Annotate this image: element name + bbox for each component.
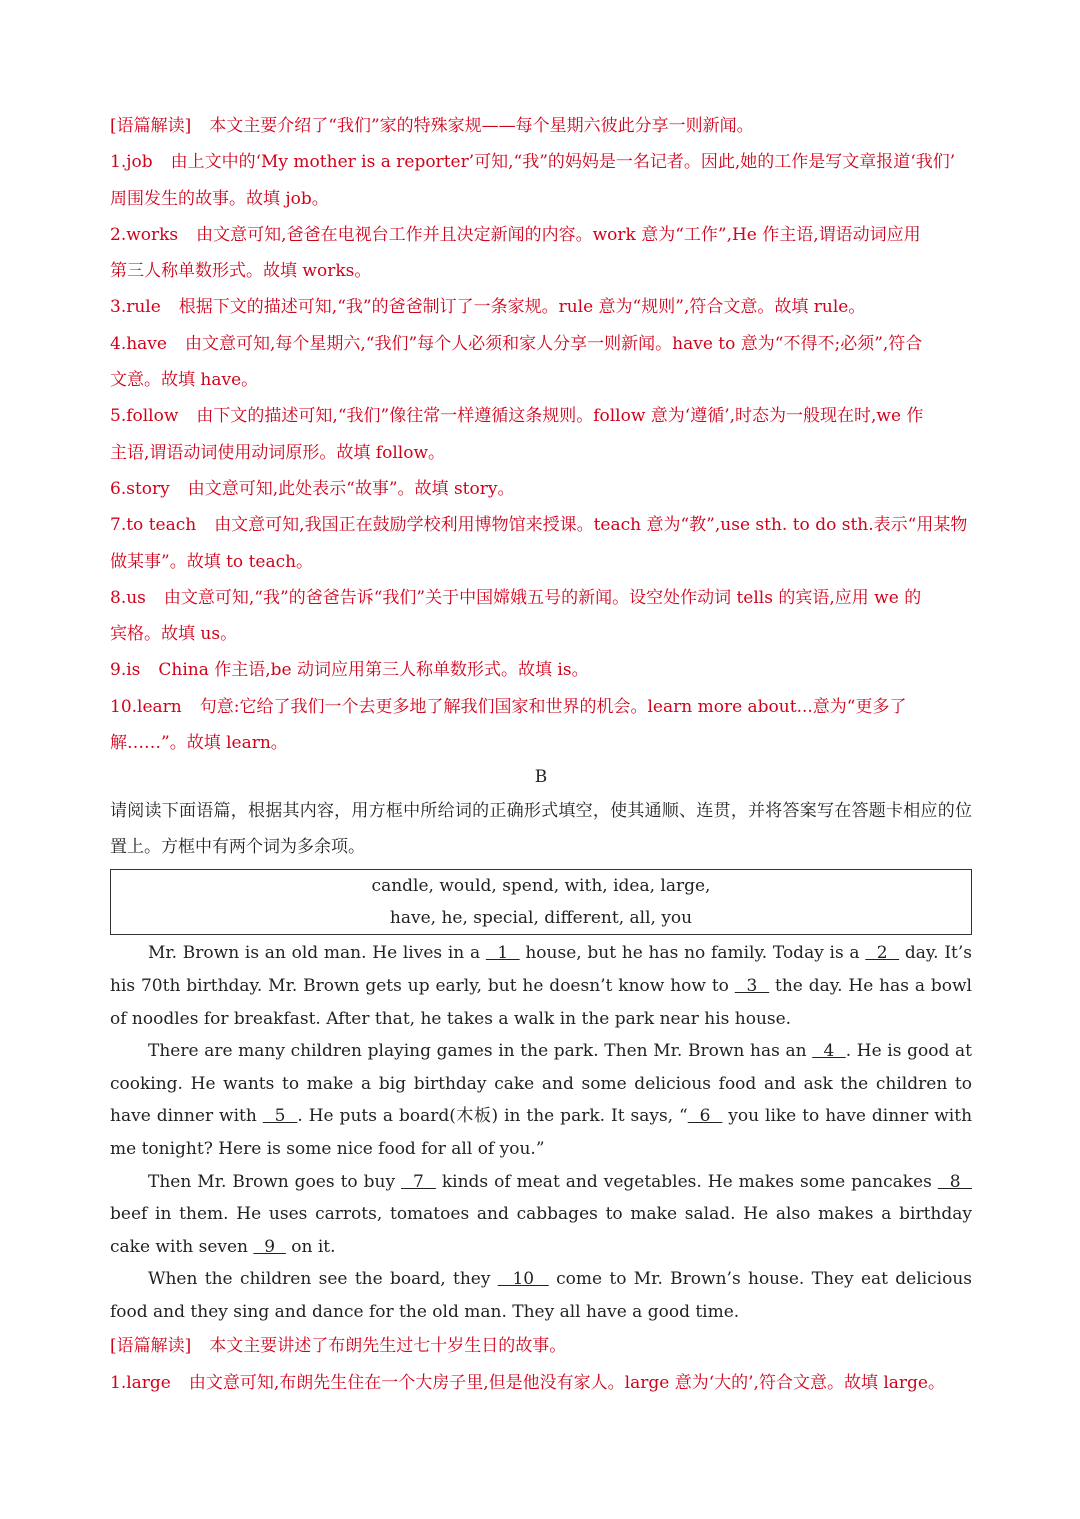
blank-7: 7 <box>401 1171 436 1192</box>
answer-head: 9.is <box>110 660 141 681</box>
word-box <box>110 869 972 935</box>
analysis-item <box>110 652 972 688</box>
answer-explanation: 做某事”。故填 to teach。 <box>110 551 314 572</box>
analysis-tag: [语篇解读] <box>110 1336 192 1357</box>
passage-text: house, but he has no family. Today is a <box>519 943 866 964</box>
passage-text: Then Mr. Brown goes to buy <box>148 1171 402 1192</box>
answer-explanation: 文意。故填 have。 <box>110 370 259 391</box>
answer-explanation: 由文意可知,我国正在鼓励学校利用博物馆来授课。teach 意为“教”,use sth. to do sth.表示“用某物 <box>214 515 968 536</box>
blank-5: 5 <box>262 1106 298 1127</box>
section-instruction: 请阅读下面语篇，根据其内容，用方框中所给词的正确形式填空，使其通顺、连贯，并将答案写在答题卡相应的位置上。方框中有两个词为多余项。 <box>110 801 972 858</box>
word-box-line: candle, would, spend, with, idea, large, <box>371 876 711 897</box>
passage-text: on it. <box>285 1236 336 1257</box>
blank-6: 6 <box>687 1106 723 1127</box>
answer-explanation: 由下文的描述可知,“我们”像往常一样遵循这条规则。follow 意为‘遵循’,时态为一般现在时,we 作 <box>196 406 924 427</box>
word-box-line: have, he, special, different, all, you <box>389 908 693 929</box>
passage-text: beef in them. He uses carrots, tomatoes and cabbages to make salad. He also makes a birthday cake with seven <box>110 1204 972 1257</box>
passage-paragraph <box>110 1263 972 1328</box>
analysis-item <box>110 689 972 762</box>
answer-explanation: 由文意可知,“我”的爸爸告诉“我们”关于中国嫦娥五号的新闻。设空处作动词 tells 的宾语,应用 we 的 <box>163 587 922 608</box>
blank-1: 1 <box>485 943 520 964</box>
answer-explanation: 由文意可知,每个星期六,“我们”每个人必须和家人分享一则新闻。have to 意为“不得不;必须”,符合 <box>184 333 923 354</box>
section-letter: B <box>534 767 548 788</box>
analysis-item <box>110 471 972 507</box>
blank-8: 8 <box>937 1171 973 1192</box>
answer-explanation: 由文意可知,此处表示“故事”。故填 story。 <box>187 478 515 499</box>
blank-3: 3 <box>734 975 770 996</box>
passage-text: you like to have dinner with me tonight? Here is some nice food for all of you.” <box>110 1106 973 1159</box>
answer-head: 8.us <box>110 587 146 608</box>
analysis-item <box>110 507 972 580</box>
passage-text: There are many children playing games in the park. Then Mr. Brown has an <box>148 1041 813 1062</box>
answer-explanation: 宾格。故填 us。 <box>110 624 238 645</box>
answer-explanation: China 作主语,be 动词应用第三人称单数形式。故填 is。 <box>158 660 589 681</box>
passage-text: day. It’s his 70th birthday. Mr. Brown gets up early, but he doesn’t know how to <box>110 943 972 996</box>
page-content <box>110 108 972 1402</box>
analysis-item <box>110 144 972 217</box>
passage-paragraph <box>110 1035 972 1165</box>
answer-explanation: 第三人称单数形式。故填 works。 <box>110 261 372 282</box>
analysis-tag: [语篇解读] <box>110 116 192 136</box>
passage-text: . He puts a board(木板) in the park. It says, “ <box>297 1106 688 1127</box>
passage-text: come to Mr. Brown’s house. They eat delicious food and they sing and dance for the old man. They all have a good time. <box>110 1269 972 1322</box>
analysis-item <box>110 326 972 399</box>
passage-text: . He is good at cooking. He wants to make a big birthday cake and some delicious food and ask the children to have dinner with <box>110 1041 972 1127</box>
answer-head: 10.learn <box>110 696 182 717</box>
answer-explanation: 解……”。故填 learn。 <box>110 733 288 754</box>
analysis-intro-text: 本文主要讲述了布朗先生过七十岁生日的故事。 <box>209 1336 567 1357</box>
analysis-intro <box>110 108 972 144</box>
answer-head: 2.works <box>110 224 179 245</box>
analysis-item <box>110 580 972 653</box>
answer-head: 1.large <box>110 1373 171 1394</box>
analysis-item <box>110 289 972 325</box>
passage-text: kinds of meat and vegetables. He makes some pancakes <box>435 1171 938 1192</box>
analysis-intro-text: 本文主要介绍了“我们”家的特殊家规——每个星期六彼此分享一则新闻。 <box>209 116 754 136</box>
analysis-item <box>110 1365 972 1402</box>
answer-explanation: 由文意可知,爸爸在电视台工作并且决定新闻的内容。work 意为“工作”,He 作主语,谓语动词应用 <box>196 224 921 245</box>
answer-head: 6.story <box>110 478 170 499</box>
passage-text: the day. He has a bowl of noodles for breakfast. After that, he takes a walk in the park near his house. <box>110 975 972 1029</box>
blank-9: 9 <box>253 1236 286 1257</box>
answer-head: 3.rule <box>110 297 161 318</box>
passage-paragraph <box>110 1166 972 1264</box>
answer-explanation: 周围发生的故事。故填 job。 <box>110 188 329 209</box>
blank-2: 2 <box>865 943 900 964</box>
analysis-item <box>110 217 972 290</box>
passage-paragraph <box>110 937 972 1035</box>
answer-explanation: 根据下文的描述可知,“我”的爸爸制订了一条家规。rule 意为“规则”,符合文意。故填 rule。 <box>178 297 866 318</box>
answer-explanation: 由上文中的‘My mother is a reporter’可知,“我”的妈妈是一名记者。因此,她的工作是写文章报道‘我们’ <box>170 152 956 173</box>
answer-explanation: 句意:它给了我们一个去更多地了解我们国家和世界的机会。learn more about...意为“更多了 <box>199 696 907 717</box>
answer-head: 1.job <box>110 152 153 173</box>
analysis-b-intro <box>110 1328 972 1365</box>
answer-head: 5.follow <box>110 406 179 427</box>
answer-head: 7.to teach <box>110 515 197 536</box>
passage-text: When the children see the board, they <box>148 1269 498 1290</box>
answer-head: 4.have <box>110 333 167 354</box>
passage-text: Mr. Brown is an old man. He lives in a <box>148 943 486 964</box>
answer-explanation: 主语,谓语动词使用动词原形。故填 follow。 <box>110 442 445 463</box>
analysis-item <box>110 398 972 471</box>
answer-explanation: 由文意可知,布朗先生住在一个大房子里,但是他没有家人。large 意为‘大的’,符合文意。故填 large。 <box>188 1373 945 1394</box>
passage <box>110 937 972 1328</box>
blank-4: 4 <box>812 1041 846 1062</box>
blank-10: 10 <box>497 1269 549 1290</box>
